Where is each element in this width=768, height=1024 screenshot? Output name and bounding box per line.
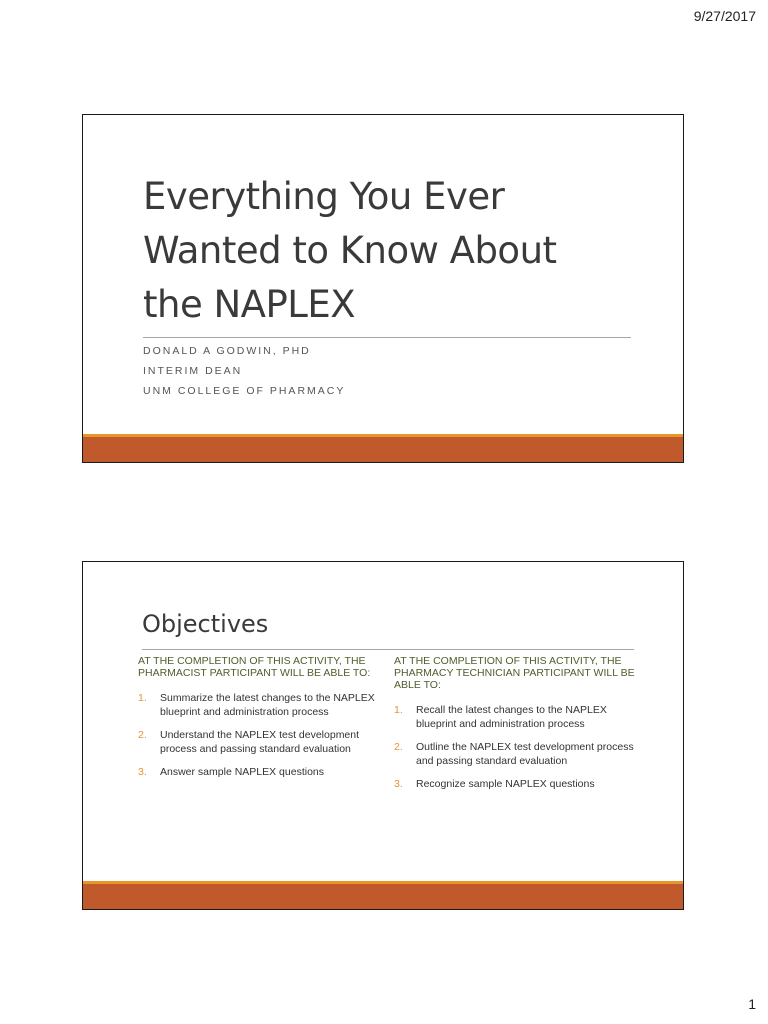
technician-objective-list [394,703,636,791]
presenter-role: INTERIM DEAN [143,365,243,377]
list-item [394,777,636,791]
title-divider [143,337,631,338]
pharmacist-objective-list [138,691,380,779]
item-text: Understand the NAPLEX test development process and passing standard evaluation [160,729,360,755]
item-text: Recognize sample NAPLEX questions [416,778,595,790]
title-line: Wanted to Know About [143,229,557,272]
title-line: Everything You Ever [143,175,505,218]
item-number: 2. [394,741,403,753]
presenter-org: UNM COLLEGE OF PHARMACY [143,385,346,397]
item-text: Outline the NAPLEX test development process and passing standard evaluation [416,741,634,767]
pharmacist-heading: AT THE COMPLETION OF THIS ACTIVITY, THE PHARMACIST PARTICIPANT WILL BE ABLE TO: [138,655,371,679]
presenter-info [143,341,345,401]
list-item [138,691,380,719]
slide-footer-band [83,881,683,909]
title-slide [82,114,684,463]
item-number: 2. [138,729,147,741]
list-item [394,703,636,731]
title-line: the NAPLEX [143,283,356,326]
item-text: Summarize the latest changes to the NAPLEX blueprint and administration process [160,692,375,718]
objectives-title: Objectives [142,610,269,638]
item-number: 3. [394,778,403,790]
list-item [138,728,380,756]
pharmacist-objectives [138,655,380,788]
item-number: 1. [138,692,147,704]
technician-heading: AT THE COMPLETION OF THIS ACTIVITY, THE PHARMACY TECHNICIAN PARTICIPANT WILL BE ABLE TO: [394,655,635,691]
technician-objectives [394,655,636,800]
objectives-divider [142,649,634,650]
list-item [394,740,636,768]
item-number: 3. [138,766,147,778]
slide-footer-band [83,434,683,462]
page-number: 1 [748,996,756,1012]
presenter-name: DONALD A GODWIN, PHD [143,345,311,357]
list-item [138,765,380,779]
item-number: 1. [394,704,403,716]
item-text: Recall the latest changes to the NAPLEX blueprint and administration process [416,704,607,730]
objectives-slide [82,561,684,910]
page-date: 9/27/2017 [693,8,756,24]
item-text: Answer sample NAPLEX questions [160,766,324,778]
slide-title [143,170,663,332]
